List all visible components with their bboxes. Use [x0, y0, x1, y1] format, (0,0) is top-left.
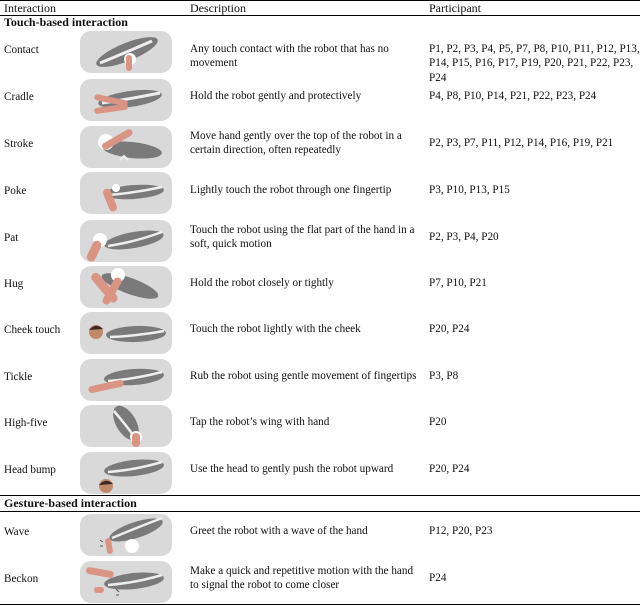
participants: P2, P3, P4, P20	[429, 231, 499, 243]
table-row	[0, 357, 640, 403]
description: Touch the robot using the flat part of the hand in a soft, quick motion	[190, 224, 415, 251]
section-title-touch: Touch-based interaction	[4, 15, 128, 29]
cheek-touch-illustration	[80, 312, 172, 354]
beckon-illustration	[80, 561, 172, 603]
description: Use the head to gently push the robot upward	[190, 463, 394, 475]
table-row	[0, 30, 640, 84]
interaction-name: Stroke	[4, 138, 34, 150]
participants: P7, P10, P21	[429, 277, 487, 289]
header-description: Description	[190, 1, 246, 15]
table-row	[0, 171, 640, 217]
top-rule	[0, 0, 640, 1]
participants: P12, P20, P23	[429, 525, 493, 537]
description: Touch the robot lightly with the cheek	[190, 323, 361, 335]
table-row	[0, 403, 640, 449]
participants: P3, P8	[429, 370, 459, 382]
table-row	[0, 512, 640, 558]
interaction-name: Pat	[4, 232, 19, 244]
contact-illustration	[80, 31, 172, 73]
participants: P3, P10, P13, P15	[429, 184, 510, 196]
table-row	[0, 218, 640, 264]
interaction-name: Cradle	[4, 91, 34, 103]
description: Make a quick and repetitive motion with the hand to signal the robot to come closer	[190, 565, 414, 592]
header-participant: Participant	[429, 1, 481, 15]
table-row	[0, 77, 640, 123]
interaction-name: Head bump	[4, 464, 56, 476]
wave-illustration	[80, 514, 172, 556]
stroke-illustration	[80, 126, 172, 168]
head-bump-illustration	[80, 452, 172, 494]
interaction-name: Beckon	[4, 573, 39, 585]
interaction-name: Wave	[4, 526, 30, 538]
cradle-illustration	[80, 79, 172, 121]
high-five-illustration	[80, 405, 172, 447]
participants: P24	[429, 572, 447, 584]
poke-illustration	[80, 172, 172, 214]
interaction-name: Hug	[4, 278, 24, 290]
interaction-name: Cheek touch	[4, 324, 61, 336]
participants: P20, P24	[429, 463, 470, 475]
interaction-name: High-five	[4, 417, 48, 429]
table-row	[0, 264, 640, 310]
bottom-rule	[0, 604, 640, 605]
participants: P2, P3, P7, P11, P12, P14, P16, P19, P21	[429, 137, 614, 149]
participants: P1, P2, P3, P4, P5, P7, P8, P10, P11, P12, P13, P14, P15, P16, P17, P19, P20, P21, P22, P23, P24	[429, 43, 640, 84]
table-row	[0, 450, 640, 496]
pat-illustration	[80, 220, 172, 262]
description: Greet the robot with a wave of the hand	[190, 525, 368, 537]
header-interaction: Interaction	[4, 1, 56, 15]
description: Lightly touch the robot through one fingertip	[190, 184, 392, 196]
table-row	[0, 124, 640, 170]
participants: P20	[429, 416, 447, 428]
interaction-name: Contact	[4, 44, 39, 56]
interaction-name: Poke	[4, 185, 27, 197]
description: Rub the robot using gentle movement of fingertips	[190, 370, 417, 382]
table-row	[0, 559, 640, 605]
interaction-name: Tickle	[4, 371, 33, 383]
table-row	[0, 310, 640, 356]
tickle-illustration	[80, 359, 172, 401]
description: Tap the robot’s wing with hand	[190, 416, 330, 428]
participants: P4, P8, P10, P14, P21, P22, P23, P24	[429, 90, 597, 102]
participants: P20, P24	[429, 323, 470, 335]
description: Any touch contact with the robot that has no movement	[190, 43, 389, 70]
section-title-gesture: Gesture-based interaction	[4, 496, 137, 510]
description: Hold the robot closely or tightly	[190, 277, 334, 289]
hug-illustration	[80, 266, 172, 308]
description: Hold the robot gently and protectively	[190, 90, 362, 102]
description: Move hand gently over the top of the robot in a certain direction, often repeatedly	[190, 130, 402, 157]
